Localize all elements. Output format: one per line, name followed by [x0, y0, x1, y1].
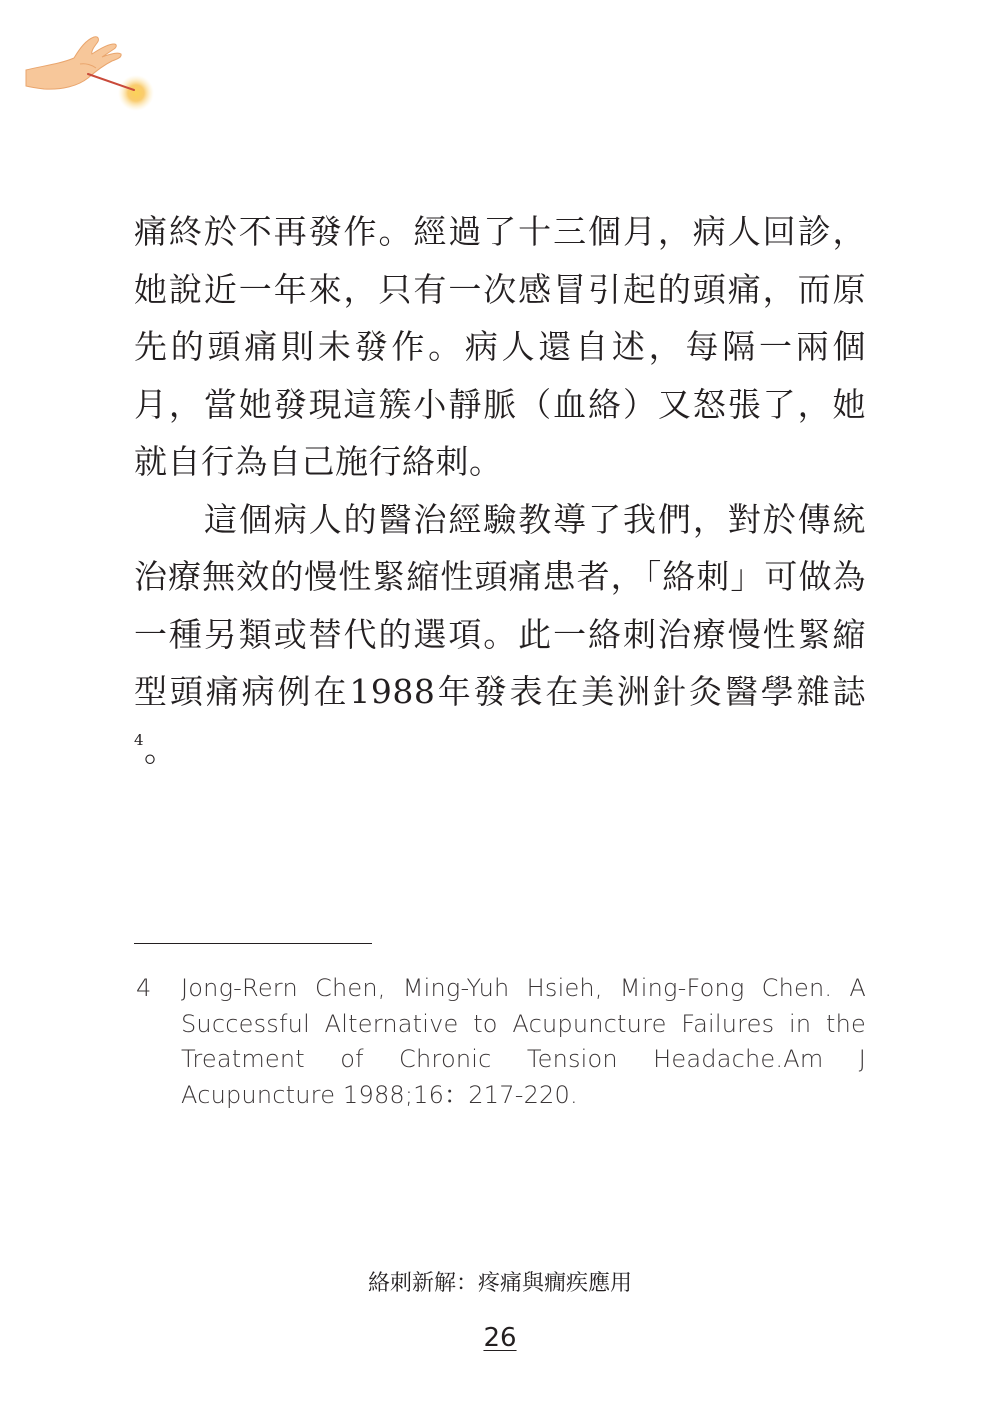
paragraph-2 [134, 491, 866, 779]
paragraph-2-end: 。 [144, 729, 178, 769]
page-number-value: 26 [483, 1323, 517, 1353]
paragraph-1: 痛終於不再發作。經過了十三個月，病人回診，她說近一年來，只有一次感冒引起的頭痛，而原先的頭痛則未發作。病人還自述，每隔一兩個月，當她發現這簇小靜脈（血絡）又怒張了，她就自行為自己施行絡刺。 [134, 212, 866, 481]
body-text [134, 203, 866, 778]
hand-holding-needle-icon [22, 30, 162, 115]
footnote [134, 971, 866, 1113]
footnote-text: Jong-Rern Chen, Ming-Yuh Hsieh, Ming-Fong Chen. A Successful Alternative to Acupuncture Failures in the Treatment of Chronic Tension Headache.Am J Acupuncture 1988;16：217-220. [181, 974, 866, 1109]
running-title: 絡刺新解：疼痛與癇疾應用 [367, 1271, 632, 1296]
page-number [0, 1323, 1000, 1353]
footnote-number: 4 [136, 974, 152, 1002]
footnote-reference: 4 [134, 730, 145, 749]
paragraph-2-text: 這個病人的醫治經驗教導了我們，對於傳統治療無效的慢性緊縮性頭痛患者，「絡刺」可做為一種另類或替代的選項。此一絡刺治療慢性緊縮型頭痛病例在1988年發表在美洲針灸醫學雜誌 [134, 499, 866, 711]
footnote-divider [134, 943, 372, 944]
